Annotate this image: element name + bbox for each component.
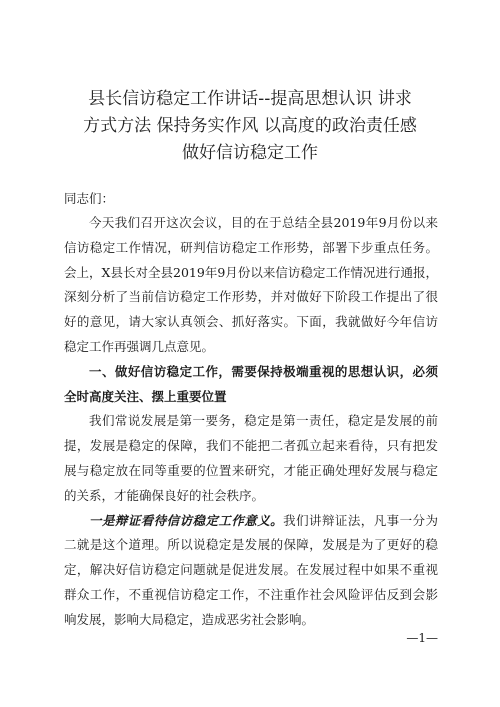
paragraph-intro: 今天我们召开这次会议，目的在于总结全县2019年9月份以来信访稳定工作情况，研判信访稳定工作形势，部署下步重点任务。会上，X县长对全县2019年9月份以来信访稳定工作情况进行通报，深刻分析了当前信访稳定工作形势，并对做好下阶段工作提出了很好的意见，请大家认真领会、抓好落实。下面，我就做好今年信访稳定工作再强调几点意见。 <box>64 215 438 354</box>
paragraph-dialectics <box>64 509 438 633</box>
paragraph-text: 我们讲辩证法，凡事一分为二就是这个道理。所以说稳定是发展的保障，发展是为了更好的稳定，解决好信访稳定问题就是促进发展。在发展过程中如果不重视群众工作，不重视信访稳定工作，不注重作社会风险评估反到会影响发展，影响大局稳定，造成恶劣社会影响。 <box>64 512 438 627</box>
document-title <box>40 86 460 167</box>
greeting: 同志们： <box>64 191 115 206</box>
title-line: 方式方法 保持务实作风 以高度的政治责任感 <box>83 116 417 136</box>
title-line: 做好信访稳定工作 <box>182 143 318 163</box>
paragraph-development: 我们常说发展是第一要务，稳定是第一责任，稳定是发展的前提，发展是稳定的保障，我们不能把二者孤立起来看待，只有把发展与稳定放在同等重要的位置来研究，才能正确处理好发展与稳定的关系，才能确保良好的社会秩序。 <box>64 413 438 503</box>
lead-phrase: 一是辩证看待信访稳定工作意义。 <box>89 512 284 528</box>
title-line: 县长信访稳定工作讲话--提高思想认识 讲求 <box>88 89 412 109</box>
document-body <box>64 211 438 633</box>
page-number: —1— <box>406 631 438 645</box>
section-heading: 一、做好信访稳定工作，需要保持极端重视的思想认识，必须全时高度关注、摆上重要位置 <box>64 363 438 404</box>
